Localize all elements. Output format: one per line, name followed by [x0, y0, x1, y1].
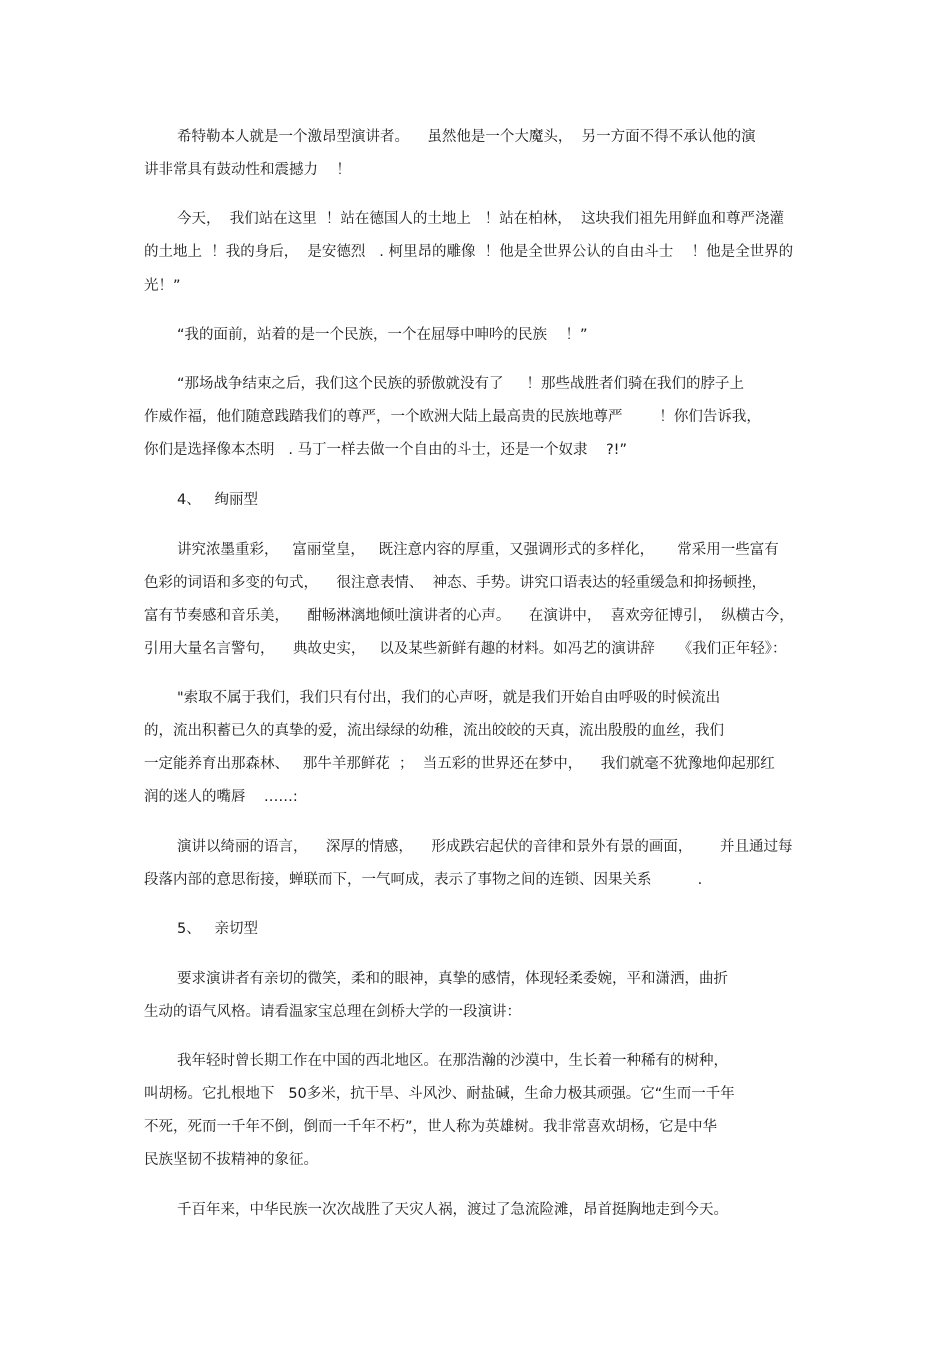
text-line: 希特勒本人就是一个激昂型演讲者。 虽然他是一个大魔头， 另一方面不得不承认他的演 — [177, 129, 756, 145]
text-line: "索取不属于我们，我们只有付出，我们的心声呀，就是我们开始自由呼吸的时候流出 — [177, 690, 721, 706]
text-line: “那场战争结束之后，我们这个民族的骄傲就没有了 ！那些战胜者们骑在我们的脖子上 — [177, 376, 745, 392]
text-line: 我年轻时曾长期工作在中国的西北地区。在那浩瀚的沙漠中，生长着一种稀有的树种， — [177, 1053, 728, 1069]
text-line: 段落内部的意思衔接，蝉联而下，一气呵成，表示了事物之间的连锁、因果关系 . — [144, 872, 703, 888]
text-line: 不死，死而一千年不倒，倒而一千年不朽”，世人称为英雄树。我非常喜欢胡杨，它是中华 — [144, 1119, 718, 1135]
section-heading: 4、 绚丽型 — [177, 492, 259, 508]
text-line: 要求演讲者有亲切的微笑，柔和的眼神，真挚的感情，体现轻柔委婉，平和潇洒，曲折 — [177, 971, 728, 987]
text-line: 一定能养育出那森林、 那牛羊那鲜花 ； 当五彩的世界还在梦中， 我们就毫不犹豫地仰起那红 — [144, 756, 775, 772]
text-line: 讲究浓墨重彩， 富丽堂皇， 既注意内容的厚重，又强调形式的多样化， 常采用一些富有 — [177, 542, 779, 558]
text-line: 色彩的词语和多变的句式， 很注意表情、 神态、手势。讲究口语表达的轻重缓急和抑扬顿挫， — [144, 575, 767, 591]
text-line: 千百年来，中华民族一次次战胜了天灾人祸，渡过了急流险滩，昂首挺胸地走到今天。 — [177, 1202, 728, 1218]
text-line: 生动的语气风格。请看温家宝总理在剑桥大学的一段演讲： — [144, 1004, 521, 1020]
text-line: 润的迷人的嘴唇 ……: — [144, 789, 298, 805]
text-line: 光！” — [144, 278, 181, 294]
text-line: 演讲以绮丽的语言， 深厚的情感， 形成跌宕起伏的音律和景外有景的画面， 并且通过每 — [177, 839, 793, 855]
text-line: 叫胡杨。它扎根地下 50多米，抗干旱、斗风沙、耐盐碱，生命力极其顽强。它“生而一千年 — [144, 1086, 735, 1102]
text-line: 民族坚韧不拔精神的象征。 — [144, 1152, 318, 1168]
text-line: 作威作福，他们随意践踏我们的尊严，一个欧洲大陆上最高贵的民族地尊严 ！你们告诉我， — [144, 409, 761, 425]
text-line: “我的面前，站着的是一个民族，一个在屈辱中呻吟的民族 ！” — [177, 327, 588, 343]
text-line: 富有节奏感和音乐美， 酣畅淋漓地倾吐演讲者的心声。 在演讲中， 喜欢旁征博引， 纵横古今， — [144, 608, 794, 624]
text-line: 讲非常具有鼓动性和震撼力 ！ — [144, 162, 351, 178]
section-heading: 5、 亲切型 — [177, 921, 259, 937]
text-line: 引用大量名言警句， 典故史实， 以及某些新鲜有趣的材料。如冯艺的演讲辞 《我们正年轻》： — [144, 641, 787, 657]
text-line: 的土地上 ！我的身后， 是安德烈 . 柯里昂的雕像 ！他是全世界公认的自由斗士 ！他是全世界的 — [144, 244, 794, 260]
text-line: 你们是选择像本杰明 . 马丁一样去做一个自由的斗士，还是一个奴隶 ?!” — [144, 442, 628, 458]
text-line: 今天， 我们站在这里 ！站在德国人的土地上 ！站在柏林， 这块我们祖先用鲜血和尊严浇灌 — [177, 211, 784, 227]
text-line: 的，流出积蓄已久的真挚的爱，流出绿绿的幼稚，流出皎皎的天真，流出殷殷的血丝，我们 — [144, 723, 724, 739]
